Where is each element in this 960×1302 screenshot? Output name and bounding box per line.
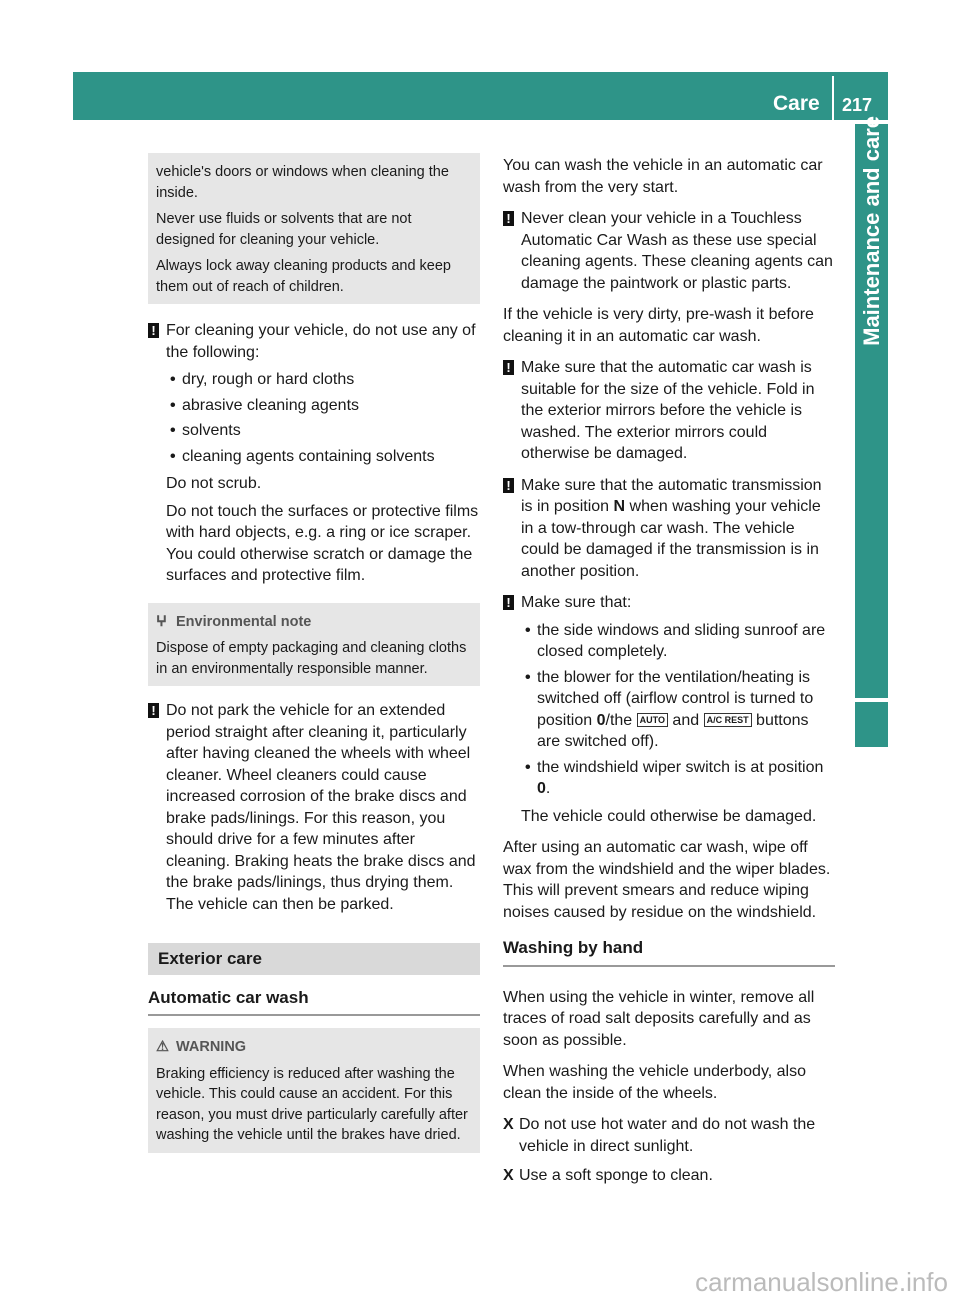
header-divider (832, 76, 834, 120)
list-item: • dry, rough or hard cloths (170, 371, 355, 388)
note-transmission (503, 475, 835, 583)
note-text: Do not park the vehicle for an extended period straight after cleaning it, particularly after having cleaned the wheels with wheel cleaner. Wheel cleaners could cause increased corrosion of the brake discs and brake pads/linings. For this reason, you should drive for a few minutes after cleaning. Braking heats the brake discs and the brake pads/linings, thus drying them. The vehicle can then be parked. (166, 702, 476, 913)
env-note-title: Environmental note (176, 613, 312, 630)
list-item: • the side windows and sliding sunroof are closed completely. (525, 621, 826, 660)
note-text: Do not touch the surfaces or protective films with hard objects, e.g. a ring or ice scraper. You could otherwise scratch or damage the surfaces and protective film. (166, 502, 479, 584)
auto-button-icon: AUTO (637, 713, 668, 727)
note-intro: Make sure that: (521, 594, 632, 611)
ac-rest-button-icon: A/C REST (704, 713, 752, 727)
note-touchless (503, 208, 835, 294)
list-item: • the blower for the ventilation/heating is switched off (airflow control is turned to position 0/the AUTO and A/C REST buttons are switched off). (525, 668, 814, 750)
note-text: Never clean your vehicle in a Touchless Automatic Car Wash as these use special cleaning agents. These cleaning agents can damage the paintwork or plastic parts. (521, 210, 833, 292)
subsection-title: Automatic car wash (148, 987, 480, 1017)
subsection-title: Washing by hand (503, 937, 835, 967)
env-note-text: Dispose of empty packaging and cleaning cloths in an environmentally responsible manner. (156, 640, 467, 677)
paragraph: When using the vehicle in winter, remove all traces of road salt deposits carefully and as soon as possible. (503, 988, 815, 1049)
note-text: Do not scrub. (166, 475, 262, 492)
warning-box (148, 1028, 480, 1153)
paragraph: If the vehicle is very dirty, pre-wash it before cleaning it in an automatic car wash. (503, 306, 814, 345)
watermark: carmanualsonline.info (695, 1267, 948, 1297)
list-item: • abrasive cleaning agents (170, 396, 360, 414)
exclamation-icon: ! (148, 323, 159, 338)
side-tab-marker (855, 702, 888, 747)
section-title: Exterior care (148, 943, 480, 975)
paragraph: You can wash the vehicle in an automatic car wash from the very start. (503, 157, 823, 196)
paragraph: After using an automatic car wash, wipe off wax from the windshield and the wiper blades. This will prevent smears and reduce wiping noises caused by residue on the windshield. (503, 839, 831, 921)
note-parking (148, 700, 480, 915)
lightbulb-icon: ⵖ (156, 613, 167, 630)
paragraph: When washing the vehicle underbody, also clean the inside of the wheels. (503, 1063, 806, 1102)
step-arrow-icon: X (503, 1116, 514, 1133)
safety-box (148, 153, 480, 304)
page-number: 217 (842, 95, 873, 115)
step-list (503, 1114, 835, 1187)
step-item: X Do not use hot water and do not wash the vehicle in direct sunlight. (503, 1116, 816, 1155)
step-item: X Use a soft sponge to clean. (503, 1165, 835, 1187)
exclamation-icon: ! (503, 211, 514, 226)
safety-text-2: Never use fluids or solvents that are not designed for cleaning your vehicle. (156, 211, 412, 248)
bullet-list (166, 369, 480, 467)
right-column (503, 155, 835, 1193)
exclamation-icon: ! (503, 360, 514, 375)
page-section-title: Care (773, 92, 820, 115)
safety-text-1: vehicle's doors or windows when cleaning the inside. (156, 164, 449, 201)
safety-text-3: Always lock away cleaning products and keep them out of reach of children. (156, 258, 451, 295)
side-tab-label: Maintenance and care (859, 116, 884, 346)
step-arrow-icon: X (503, 1167, 514, 1184)
note-cleaning (148, 320, 480, 587)
warning-icon: ⚠ (156, 1039, 169, 1055)
exclamation-icon: ! (503, 478, 514, 493)
list-item: • solvents (170, 422, 241, 439)
note-text: Make sure that the automatic transmission is in position N when washing your vehicle in a tow-through car wash. The vehicle could be damaged if the transmission is in another position. (521, 476, 822, 580)
environmental-note (148, 603, 480, 687)
left-column (148, 153, 480, 1153)
note-intro: For cleaning your vehicle, do not use any of the following: (166, 322, 476, 361)
list-item: • the windshield wiper switch is at position 0. (525, 758, 824, 797)
list-item: • cleaning agents containing solvents (170, 447, 435, 465)
warning-text: Braking efficiency is reduced after washing the vehicle. This could cause an accident. For this reason, you must drive particularly carefully after washing the vehicle until the brakes have dried. (156, 1065, 468, 1143)
note-suitable (503, 357, 835, 465)
exclamation-icon: ! (148, 703, 159, 718)
warning-title: WARNING (176, 1039, 247, 1055)
exclamation-icon: ! (503, 595, 514, 610)
bullet-list (521, 620, 835, 800)
note-text: Make sure that the automatic car wash is suitable for the size of the vehicle. Fold in the exterior mirrors before the vehicle is washed. The exterior mirrors could otherwise be damaged. (521, 359, 815, 462)
note-text: The vehicle could otherwise be damaged. (521, 807, 817, 825)
header-bar (73, 72, 888, 120)
note-make-sure (503, 592, 835, 827)
